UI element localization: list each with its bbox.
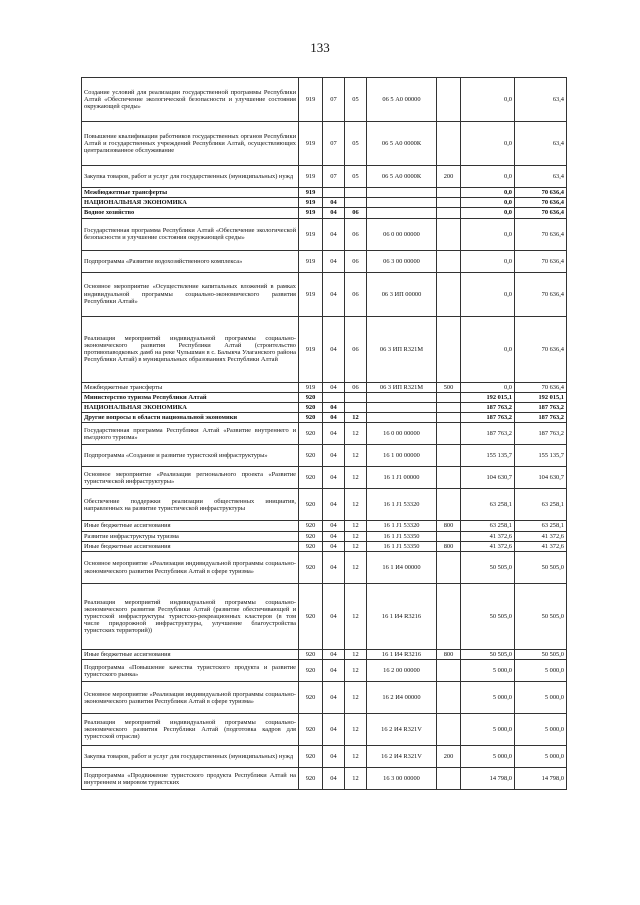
grbs-cell: 919: [299, 272, 323, 316]
row-name-cell: НАЦИОНАЛЬНАЯ ЭКОНОМИКА: [82, 198, 299, 208]
target-article-cell: [367, 208, 437, 218]
subsection-cell: 12: [345, 467, 367, 489]
expense-type-cell: [437, 122, 461, 166]
section-cell: 04: [323, 521, 345, 531]
amount-2-cell: 14 798,0: [515, 768, 567, 790]
subsection-cell: 06: [345, 218, 367, 250]
table-row: [82, 198, 567, 208]
subsection-cell: 06: [345, 250, 367, 272]
table-row: [82, 768, 567, 790]
target-article-cell: 16 1 J1 53350: [367, 531, 437, 541]
amount-1-cell: 41 372,6: [461, 531, 515, 541]
table-row: [82, 208, 567, 218]
amount-2-cell: 155 135,7: [515, 445, 567, 467]
grbs-cell: 920: [299, 650, 323, 660]
page-number: 133: [310, 40, 330, 55]
expense-type-cell: [437, 188, 461, 198]
section-cell: 04: [323, 552, 345, 584]
section-cell: 04: [323, 208, 345, 218]
section-cell: 04: [323, 445, 345, 467]
grbs-cell: 919: [299, 122, 323, 166]
amount-2-cell: 63,4: [515, 78, 567, 122]
amount-1-cell: 5 000,0: [461, 746, 515, 768]
target-article-cell: 06 3 ИП R321М: [367, 316, 437, 382]
subsection-cell: 06: [345, 382, 367, 392]
expense-type-cell: [437, 768, 461, 790]
table-row: [82, 382, 567, 392]
row-name-cell: Подпрограмма «Повышение качества туристского продукта и развитие туристского рынка»: [82, 660, 299, 682]
amount-1-cell: 104 630,7: [461, 467, 515, 489]
expense-type-cell: [437, 316, 461, 382]
target-article-cell: 16 1 И4 R3216: [367, 650, 437, 660]
grbs-cell: 920: [299, 413, 323, 423]
target-article-cell: 06 5 А0 0000К: [367, 122, 437, 166]
row-name-cell: Основное мероприятие «Реализация индивидуальной программы социально-экономического развития Республики Алтай в сфере туризма»: [82, 552, 299, 584]
amount-1-cell: 50 505,0: [461, 584, 515, 650]
table-row: [82, 660, 567, 682]
row-name-cell: Основное мероприятие «Осуществление капитальных вложений в рамках индивидуальной программы социально-экономического развития Республики Алтай»: [82, 272, 299, 316]
table-row: [82, 489, 567, 521]
section-cell: [323, 392, 345, 402]
expense-type-cell: [437, 445, 461, 467]
budget-table: [81, 77, 567, 790]
subsection-cell: 12: [345, 521, 367, 531]
target-article-cell: 16 2 И4 00000: [367, 682, 437, 714]
grbs-cell: 920: [299, 521, 323, 531]
amount-2-cell: 187 763,2: [515, 413, 567, 423]
amount-2-cell: 63,4: [515, 166, 567, 188]
expense-type-cell: [437, 467, 461, 489]
amount-1-cell: 0,0: [461, 250, 515, 272]
expense-type-cell: [437, 489, 461, 521]
subsection-cell: 06: [345, 272, 367, 316]
expense-type-cell: 200: [437, 166, 461, 188]
target-article-cell: [367, 403, 437, 413]
target-article-cell: 16 1 00 00000: [367, 445, 437, 467]
amount-2-cell: 104 630,7: [515, 467, 567, 489]
target-article-cell: 06 3 ИП 00000: [367, 272, 437, 316]
section-cell: 04: [323, 584, 345, 650]
subsection-cell: 12: [345, 650, 367, 660]
row-name-cell: НАЦИОНАЛЬНАЯ ЭКОНОМИКА: [82, 403, 299, 413]
row-name-cell: Развитие инфраструктуры туризма: [82, 531, 299, 541]
subsection-cell: [345, 392, 367, 402]
grbs-cell: 919: [299, 250, 323, 272]
amount-1-cell: 5 000,0: [461, 682, 515, 714]
subsection-cell: 05: [345, 166, 367, 188]
amount-1-cell: 0,0: [461, 218, 515, 250]
section-cell: 04: [323, 467, 345, 489]
section-cell: 07: [323, 78, 345, 122]
table-row: [82, 541, 567, 551]
target-article-cell: 16 1 J1 53350: [367, 541, 437, 551]
table-row: [82, 682, 567, 714]
table-row: [82, 188, 567, 198]
grbs-cell: 920: [299, 541, 323, 551]
expense-type-cell: [437, 682, 461, 714]
grbs-cell: 919: [299, 218, 323, 250]
table-row: [82, 746, 567, 768]
grbs-cell: 920: [299, 445, 323, 467]
row-name-cell: Другие вопросы в области национальной экономики: [82, 413, 299, 423]
section-cell: 04: [323, 413, 345, 423]
subsection-cell: 12: [345, 682, 367, 714]
row-name-cell: Иные бюджетные ассигнования: [82, 650, 299, 660]
expense-type-cell: 200: [437, 746, 461, 768]
expense-type-cell: [437, 403, 461, 413]
expense-type-cell: 800: [437, 650, 461, 660]
expense-type-cell: [437, 660, 461, 682]
grbs-cell: 920: [299, 467, 323, 489]
amount-2-cell: 41 372,6: [515, 531, 567, 541]
row-name-cell: Создание условий для реализации государственной программы Республики Алтай «Обеспечение экологической безопасности и улучшение состояния окружающей среды»: [82, 78, 299, 122]
amount-2-cell: 63 258,1: [515, 489, 567, 521]
amount-1-cell: 41 372,6: [461, 541, 515, 551]
expense-type-cell: [437, 531, 461, 541]
row-name-cell: Повышение квалификации работников государственных органов Республики Алтай и государственных учреждений Республики Алтай, осуществляющих централизованное обслуживание: [82, 122, 299, 166]
amount-1-cell: 0,0: [461, 78, 515, 122]
subsection-cell: 12: [345, 552, 367, 584]
table-row: [82, 250, 567, 272]
target-article-cell: 16 1 J1 00000: [367, 467, 437, 489]
amount-2-cell: 5 000,0: [515, 660, 567, 682]
amount-1-cell: 0,0: [461, 198, 515, 208]
grbs-cell: 920: [299, 403, 323, 413]
table-row: [82, 552, 567, 584]
amount-2-cell: 70 636,4: [515, 316, 567, 382]
amount-2-cell: 70 636,4: [515, 198, 567, 208]
target-article-cell: [367, 392, 437, 402]
table-row: [82, 403, 567, 413]
amount-2-cell: 5 000,0: [515, 682, 567, 714]
subsection-cell: 06: [345, 208, 367, 218]
grbs-cell: 920: [299, 423, 323, 445]
table-row: [82, 584, 567, 650]
row-name-cell: Основное мероприятие «Реализация регионального проекта «Развитие туристической инфраструктуры»: [82, 467, 299, 489]
expense-type-cell: [437, 272, 461, 316]
subsection-cell: 12: [345, 746, 367, 768]
table-row: [82, 467, 567, 489]
subsection-cell: 12: [345, 489, 367, 521]
subsection-cell: 12: [345, 423, 367, 445]
subsection-cell: 12: [345, 584, 367, 650]
target-article-cell: 06 3 ИП R321М: [367, 382, 437, 392]
target-article-cell: 16 2 И4 R321V: [367, 746, 437, 768]
amount-2-cell: 187 763,2: [515, 403, 567, 413]
section-cell: 04: [323, 218, 345, 250]
row-name-cell: Реализация мероприятий индивидуальной программы социально-экономического развития Республики Алтай (подготовка кадров для туристской отрасли): [82, 714, 299, 746]
table-row: [82, 445, 567, 467]
amount-1-cell: 50 505,0: [461, 650, 515, 660]
section-cell: 04: [323, 682, 345, 714]
table-row: [82, 521, 567, 531]
amount-1-cell: 0,0: [461, 208, 515, 218]
amount-2-cell: 187 763,2: [515, 423, 567, 445]
expense-type-cell: [437, 208, 461, 218]
target-article-cell: 16 1 J1 53320: [367, 521, 437, 531]
expense-type-cell: 500: [437, 382, 461, 392]
row-name-cell: Подпрограмма «Развитие водохозяйственного комплекса»: [82, 250, 299, 272]
grbs-cell: 919: [299, 316, 323, 382]
table-row: [82, 122, 567, 166]
table-row: [82, 166, 567, 188]
table-row: [82, 272, 567, 316]
row-name-cell: Иные бюджетные ассигнования: [82, 521, 299, 531]
section-cell: 04: [323, 489, 345, 521]
amount-2-cell: 50 505,0: [515, 584, 567, 650]
table-row: [82, 531, 567, 541]
target-article-cell: 16 3 00 00000: [367, 768, 437, 790]
subsection-cell: 12: [345, 531, 367, 541]
section-cell: 04: [323, 382, 345, 392]
row-name-cell: Межбюджетные трансферты: [82, 188, 299, 198]
grbs-cell: 919: [299, 198, 323, 208]
amount-2-cell: 70 636,4: [515, 250, 567, 272]
grbs-cell: 920: [299, 584, 323, 650]
subsection-cell: 12: [345, 445, 367, 467]
amount-1-cell: 187 763,2: [461, 413, 515, 423]
section-cell: 04: [323, 650, 345, 660]
row-name-cell: Подпрограмма «Создание и развитие туристской инфраструктуры»: [82, 445, 299, 467]
row-name-cell: Обеспечение поддержки реализации общественных инициатив, направленных на развитие туристической инфраструктуры: [82, 489, 299, 521]
row-name-cell: Министерство туризма Республики Алтай: [82, 392, 299, 402]
amount-1-cell: 0,0: [461, 188, 515, 198]
expense-type-cell: [437, 714, 461, 746]
grbs-cell: 920: [299, 768, 323, 790]
subsection-cell: [345, 403, 367, 413]
target-article-cell: 06 5 А0 0000К: [367, 166, 437, 188]
grbs-cell: 920: [299, 714, 323, 746]
expense-type-cell: [437, 198, 461, 208]
amount-1-cell: 0,0: [461, 316, 515, 382]
grbs-cell: 920: [299, 746, 323, 768]
target-article-cell: 06 0 00 00000: [367, 218, 437, 250]
grbs-cell: 919: [299, 166, 323, 188]
grbs-cell: 920: [299, 660, 323, 682]
target-article-cell: 16 2 И4 R321V: [367, 714, 437, 746]
subsection-cell: 12: [345, 660, 367, 682]
amount-2-cell: 63,4: [515, 122, 567, 166]
grbs-cell: 920: [299, 552, 323, 584]
amount-1-cell: 155 135,7: [461, 445, 515, 467]
amount-1-cell: 187 763,2: [461, 423, 515, 445]
target-article-cell: 16 1 J1 53320: [367, 489, 437, 521]
amount-1-cell: 63 258,1: [461, 521, 515, 531]
grbs-cell: 920: [299, 531, 323, 541]
expense-type-cell: 800: [437, 521, 461, 531]
amount-1-cell: 187 763,2: [461, 403, 515, 413]
expense-type-cell: [437, 413, 461, 423]
grbs-cell: 919: [299, 382, 323, 392]
table-row: [82, 316, 567, 382]
expense-type-cell: [437, 218, 461, 250]
amount-2-cell: 5 000,0: [515, 714, 567, 746]
amount-2-cell: 41 372,6: [515, 541, 567, 551]
expense-type-cell: [437, 423, 461, 445]
grbs-cell: 920: [299, 392, 323, 402]
amount-2-cell: 50 505,0: [515, 552, 567, 584]
grbs-cell: 919: [299, 188, 323, 198]
section-cell: [323, 188, 345, 198]
amount-1-cell: 5 000,0: [461, 714, 515, 746]
amount-2-cell: 70 636,4: [515, 218, 567, 250]
expense-type-cell: [437, 392, 461, 402]
section-cell: 04: [323, 250, 345, 272]
row-name-cell: Основное мероприятие «Реализация индивидуальной программы социально-экономического развития Республики Алтай в сфере туризма»: [82, 682, 299, 714]
section-cell: 04: [323, 531, 345, 541]
table-row: [82, 413, 567, 423]
table-row: [82, 392, 567, 402]
row-name-cell: Подпрограмма «Продвижение туристского продукта Республики Алтай на внутреннем и мировом туристских: [82, 768, 299, 790]
subsection-cell: 12: [345, 413, 367, 423]
section-cell: 04: [323, 316, 345, 382]
amount-1-cell: 50 505,0: [461, 552, 515, 584]
target-article-cell: 16 1 И4 00000: [367, 552, 437, 584]
table-row: [82, 423, 567, 445]
section-cell: 07: [323, 166, 345, 188]
row-name-cell: Государственная программа Республики Алтай «Обеспечение экологической безопасности и улучшение состояния окружающей среды»: [82, 218, 299, 250]
grbs-cell: 920: [299, 489, 323, 521]
grbs-cell: 919: [299, 208, 323, 218]
subsection-cell: 06: [345, 316, 367, 382]
amount-1-cell: 63 258,1: [461, 489, 515, 521]
amount-1-cell: 0,0: [461, 166, 515, 188]
amount-2-cell: 70 636,4: [515, 382, 567, 392]
target-article-cell: [367, 413, 437, 423]
amount-2-cell: 63 258,1: [515, 521, 567, 531]
row-name-cell: Закупка товаров, работ и услуг для государственных (муниципальных) нужд: [82, 746, 299, 768]
amount-2-cell: 192 015,1: [515, 392, 567, 402]
target-article-cell: [367, 198, 437, 208]
subsection-cell: 12: [345, 714, 367, 746]
row-name-cell: Реализация мероприятий индивидуальной программы социально-экономического развития Республики Алтай (развитие обеспечивающей и туристской инфраструктуры туристско-рекреационных кластеров (в том числе придорожной инфраструктуры, улучшение благоустройства туристских территорий)): [82, 584, 299, 650]
amount-2-cell: 70 636,4: [515, 188, 567, 198]
section-cell: 04: [323, 541, 345, 551]
subsection-cell: [345, 198, 367, 208]
amount-2-cell: 50 505,0: [515, 650, 567, 660]
row-name-cell: Реализация мероприятий индивидуальной программы социально-экономического развития Республики Алтай (строительство противопаводковых дамб на реке Чульшман в с. Балыкча Улаганского района Республики Алтай) в муниципальных образованиях Республики Алтай: [82, 316, 299, 382]
row-name-cell: Государственная программа Республики Алтай «Развитие внутреннего и въездного туризма»: [82, 423, 299, 445]
section-cell: 04: [323, 714, 345, 746]
subsection-cell: 12: [345, 541, 367, 551]
amount-2-cell: 70 636,4: [515, 208, 567, 218]
amount-2-cell: 70 636,4: [515, 272, 567, 316]
section-cell: 04: [323, 768, 345, 790]
table-row: [82, 650, 567, 660]
section-cell: 04: [323, 403, 345, 413]
target-article-cell: 16 2 00 00000: [367, 660, 437, 682]
target-article-cell: 16 1 И4 R3216: [367, 584, 437, 650]
grbs-cell: 919: [299, 78, 323, 122]
section-cell: 04: [323, 272, 345, 316]
amount-1-cell: 0,0: [461, 122, 515, 166]
section-cell: 04: [323, 660, 345, 682]
subsection-cell: [345, 188, 367, 198]
expense-type-cell: 800: [437, 541, 461, 551]
subsection-cell: 05: [345, 78, 367, 122]
row-name-cell: Водное хозяйство: [82, 208, 299, 218]
amount-2-cell: 5 000,0: [515, 746, 567, 768]
table-row: [82, 218, 567, 250]
amount-1-cell: 0,0: [461, 272, 515, 316]
target-article-cell: 16 0 00 00000: [367, 423, 437, 445]
table-row: [82, 78, 567, 122]
expense-type-cell: [437, 250, 461, 272]
target-article-cell: 06 3 00 00000: [367, 250, 437, 272]
row-name-cell: Закупка товаров, работ и услуг для государственных (муниципальных) нужд: [82, 166, 299, 188]
expense-type-cell: [437, 584, 461, 650]
section-cell: 04: [323, 198, 345, 208]
amount-1-cell: 5 000,0: [461, 660, 515, 682]
expense-type-cell: [437, 78, 461, 122]
amount-1-cell: 14 798,0: [461, 768, 515, 790]
section-cell: 04: [323, 423, 345, 445]
target-article-cell: [367, 188, 437, 198]
expense-type-cell: [437, 552, 461, 584]
row-name-cell: Межбюджетные трансферты: [82, 382, 299, 392]
section-cell: 04: [323, 746, 345, 768]
table-row: [82, 714, 567, 746]
amount-1-cell: 0,0: [461, 382, 515, 392]
subsection-cell: 05: [345, 122, 367, 166]
amount-1-cell: 192 015,1: [461, 392, 515, 402]
row-name-cell: Иные бюджетные ассигнования: [82, 541, 299, 551]
target-article-cell: 06 5 А0 00000: [367, 78, 437, 122]
subsection-cell: 12: [345, 768, 367, 790]
grbs-cell: 920: [299, 682, 323, 714]
section-cell: 07: [323, 122, 345, 166]
